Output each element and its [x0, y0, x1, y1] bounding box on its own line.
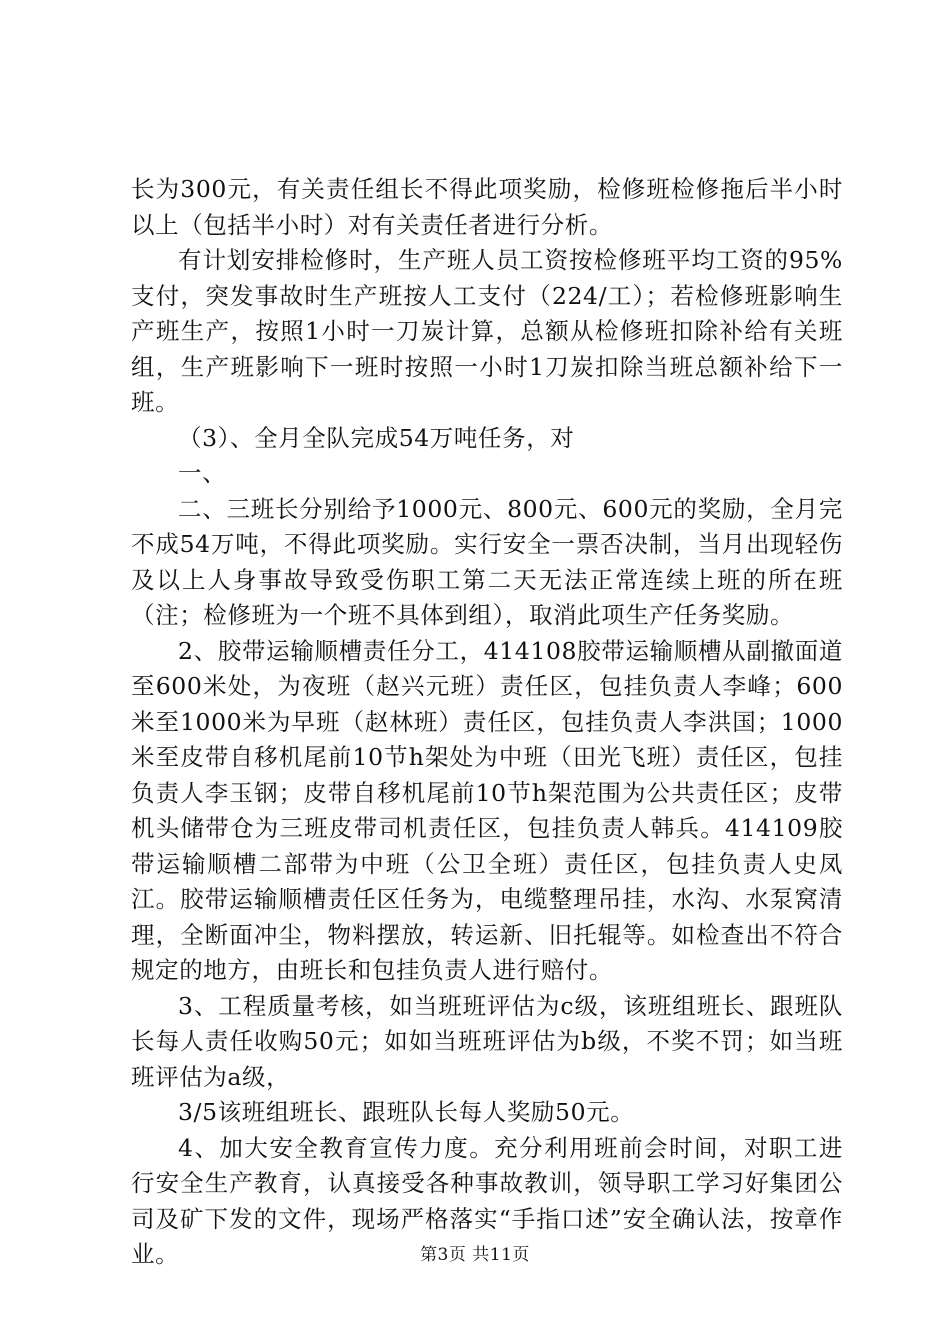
paragraph-quality-assessment: 3、工程质量考核，如当班班评估为c级，该班组班长、跟班队长每人责任收购50元；如如当班班评估为b级，不奖不罚；如当班班评估为a级，: [131, 991, 843, 1091]
paragraph-safety-education: 4、加大安全教育宣传力度。充分利用班前会时间，对职工进行安全生产教育，认真接受各种事故教训，领导职工学习好集团公司及矿下发的文件，现场严格落实“手指口述”安全确认法，按章作业。: [131, 1133, 843, 1268]
paragraph-maintenance-wages: 有计划安排检修时，生产班人员工资按检修班平均工资的95%支付，突发事故时生产班按人工支付（224/工）；若检修班影响生产班生产，按照1小时一刀炭计算，总额从检修班扣除补给有关班组，生产班影响下一班时按照一小时1刀炭扣除当班总额补给下一班。: [131, 246, 843, 416]
paragraph-continuation: 长为300元，有关责任组长不得此项奖励，检修班检修拖后半小时以上（包括半小时）对有关责任者进行分析。: [131, 175, 843, 239]
page-number-footer: 第3页 共11页: [420, 1245, 530, 1265]
paragraph-team-leader-reward: 二、三班长分别给予1000元、800元、600元的奖励，全月完不成54万吨，不得此项奖励。实行安全一票否决制，当月出现轻伤及以上人身事故导致受伤职工第二天无法正常连续上班的所在班（注；检修班为一个班不具体到组），取消此项生产任务奖励。: [131, 494, 843, 629]
document-body: [131, 172, 843, 1273]
paragraph-quality-reward: 3/5该班组班长、跟班队长每人奖励50元。: [178, 1098, 635, 1126]
paragraph-item-one: 一、: [178, 459, 227, 487]
paragraph-monthly-target: （3）、全月全队完成54万吨任务，对: [178, 423, 575, 452]
paragraph-conveyor-responsibility: 2、胶带运输顺槽责任分工，414108胶带运输顺槽从副撤面道至600米处，为夜班（赵兴元班）责任区，包挂负责人李峰；600米至1000米为早班（赵林班）责任区，包挂负责人李洪国；1000米至皮带自移机尾前10节h架处为中班（田光飞班）责任区，包挂负责人李玉钢；皮带自移机尾前10节h架范围为公共责任区；皮带机头储带仓为三班皮带司机责任区，包挂负责人韩兵。414109胶带运输顺槽二部带为中班（公卫全班）责任区，包挂负责人史凤江。胶带运输顺槽责任区任务为，电缆整理吊挂，水沟、水泵窝清理，全断面冲尘，物料摆放，转运新、旧托辊等。如检查出不符合规定的地方，由班长和包挂负责人进行赔付。: [131, 636, 843, 984]
